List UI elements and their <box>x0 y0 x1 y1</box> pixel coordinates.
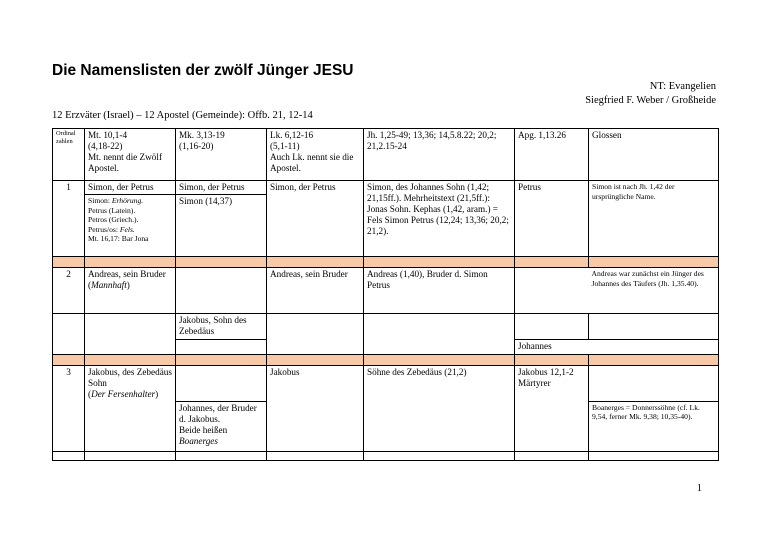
row1-mt-sub: Simon: Erhörung. Petrus (Latein). Petros (Griech.). Petrus/os: Fels. Mt. 16,17: Bar Jona <box>85 195 176 257</box>
row1-ordinal-cont <box>53 195 85 257</box>
mk-ref2: (1,16-20) <box>179 141 214 151</box>
table-row <box>53 401 719 451</box>
row1-mt: Simon, der Petrus <box>85 181 176 195</box>
row3-mk-sub: Johannes, der Bruder d. Jakobus. Beide heißen Boanerges <box>176 401 267 451</box>
mt-ref: Mt. 10,1-4 <box>88 130 128 140</box>
row3-apg: Jakobus 12,1-2 Märtyrer <box>515 366 589 402</box>
header-ordinal: Ordinal zahlen <box>53 129 85 181</box>
header-apg: Apg. 1,13.26 <box>515 129 589 181</box>
header-right-line1: NT: Evangelien <box>649 81 716 92</box>
row2-mt: Andreas, sein Bruder (Mannhaft) <box>85 268 176 314</box>
row2-glossen: Andreas war zunächst ein Jünger des Johannes des Täufers (Jh. 1,35.40). <box>589 268 719 314</box>
page-title: Die Namenslisten der zwölf Jünger JESU <box>52 62 354 79</box>
name-lists-table <box>52 128 719 461</box>
header-lk <box>267 129 364 181</box>
table-header-row <box>53 129 719 181</box>
table-row <box>53 268 719 314</box>
row3-glossen: Boanerges = Donnerssöhne (cf. Lk. 9,54, ferner Mk. 9,38; 10,35-40). <box>589 401 719 451</box>
row3-ordinal: 3 <box>53 366 85 402</box>
row1-mk-sub: Simon (14,37) <box>176 195 267 257</box>
header-mt <box>85 129 176 181</box>
table-row <box>53 366 719 402</box>
row3-glossen-top <box>589 366 719 402</box>
row1-lk: Simon, der Petrus <box>267 181 364 257</box>
row3-mt: Jakobus, des Zebedäus Sohn (Der Fersenhalter) <box>85 366 176 402</box>
lk-ref: Lk. 6,12-16 <box>270 130 314 140</box>
mt-ref2: (4,18-22) <box>88 141 123 151</box>
row2-ordinal: 2 <box>53 268 85 314</box>
table-row <box>53 451 719 460</box>
table-row <box>53 340 719 355</box>
header-jh: Jh. 1,25-49; 13,36; 14,5.8.22; 20,2; 21,2.15-24 <box>364 129 515 181</box>
row1-mk: Simon, der Petrus <box>176 181 267 195</box>
table-row <box>53 314 719 340</box>
row3-mk <box>176 366 267 402</box>
header-glossen: Glossen <box>589 129 719 181</box>
row1-jh: Simon, des Johannes Sohn (1,42; 21,15ff.). Mehrheitstext (21,5ff.): Jonas Sohn. Kephas (1,42, aram.) = Fels Simon Petrus (12,24; 13,36; 20,2; 21,2). <box>364 181 515 257</box>
separator-row <box>53 257 719 268</box>
row2-mk <box>176 268 267 314</box>
mt-note: Mt. nennt die Zwölf Apostel. <box>88 152 162 173</box>
lk-ref2: (5,1-11) <box>270 141 300 151</box>
header-mk <box>176 129 267 181</box>
mk-ref: Mk. 3,13-19 <box>179 130 225 140</box>
row2-lk: Andreas, sein Bruder <box>267 268 364 314</box>
separator-row <box>53 355 719 366</box>
row3-jh: Söhne des Zebedäus (21,2) <box>364 366 515 402</box>
lk-note: Auch Lk. nennt sie die Apostel. <box>270 152 354 173</box>
row2-apg-sub: Johannes <box>515 340 719 355</box>
row3-lk: Jakobus <box>267 366 364 402</box>
page-number: 1 <box>696 483 702 494</box>
header-right-line2: Siegfried F. Weber / Großheide <box>585 95 716 106</box>
row1-glossen: Simon ist nach Jh. 1,42 der ursprüngliche Name. <box>589 181 719 257</box>
row1-ordinal: 1 <box>53 181 85 195</box>
row2-jh: Andreas (1,40), Bruder d. Simon Petrus <box>364 268 515 314</box>
row2-apg <box>515 268 589 314</box>
row1-apg: Petrus <box>515 181 589 257</box>
row2-mk-sub: Jakobus, Sohn des Zebedäus <box>176 314 267 340</box>
header-right <box>585 80 716 108</box>
subtitle: 12 Erzväter (Israel) – 12 Apostel (Gemeinde): Offb. 21, 12-14 <box>52 110 313 121</box>
table-row <box>53 181 719 195</box>
